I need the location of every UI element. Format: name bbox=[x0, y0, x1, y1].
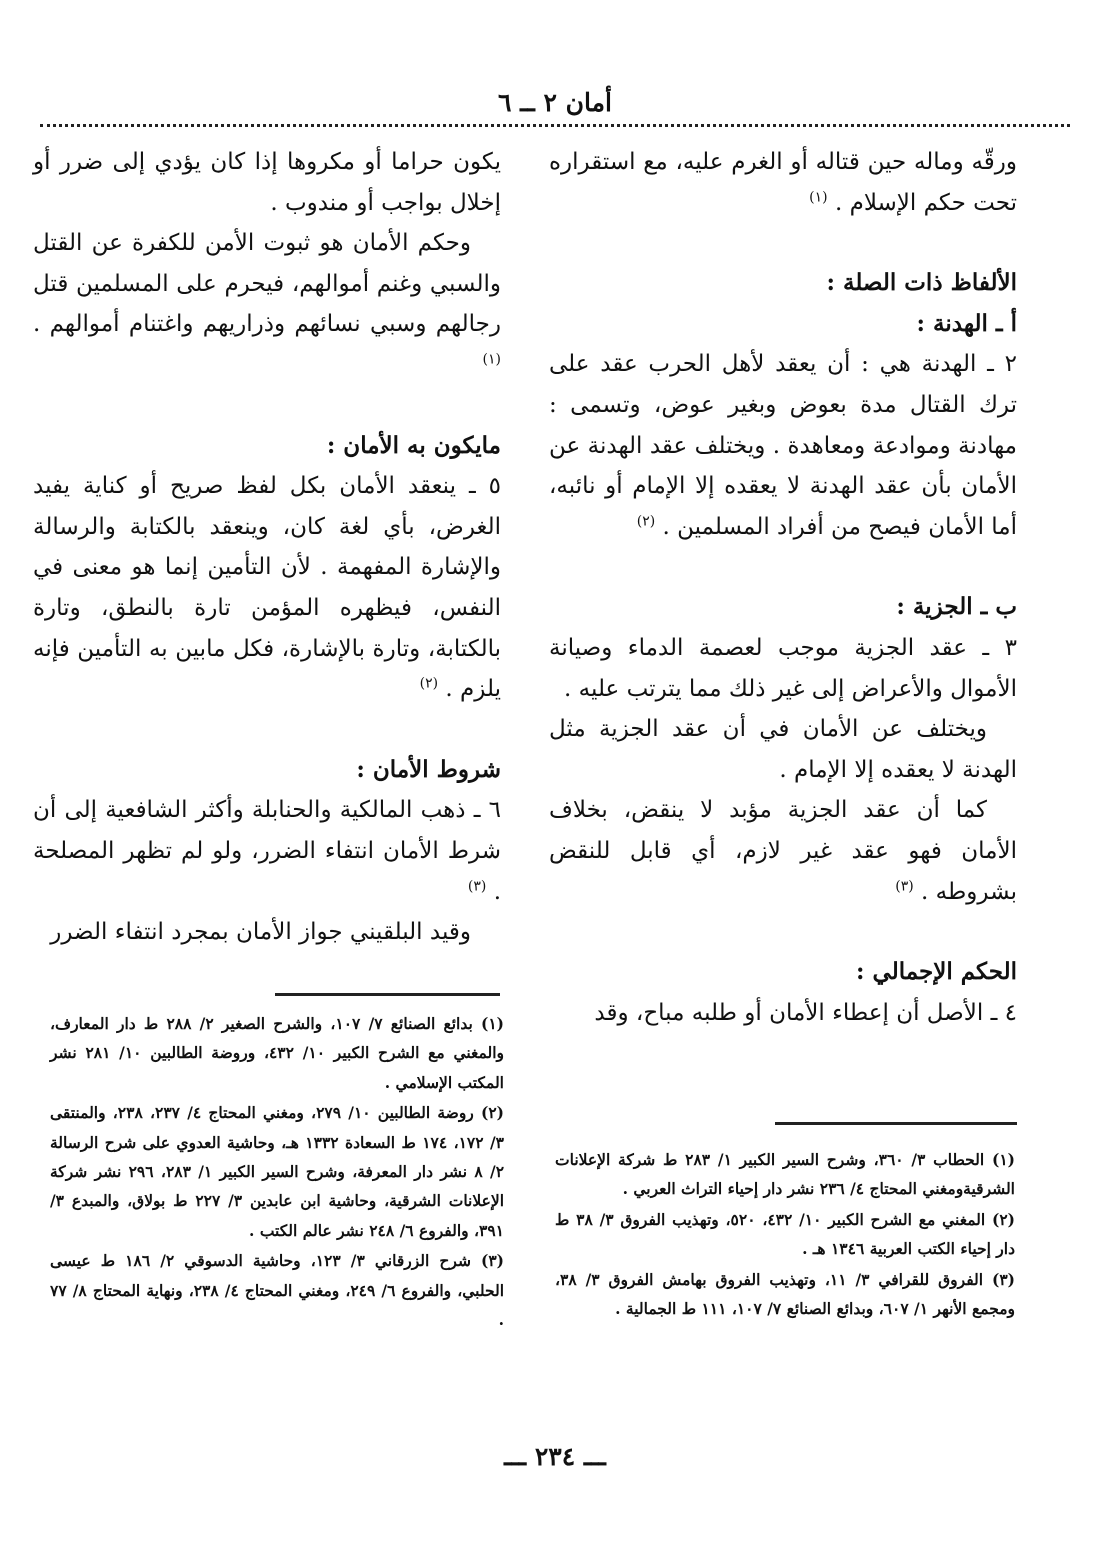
spacer bbox=[33, 710, 501, 750]
paragraph-4b-text: وحكم الأمان هو ثبوت الأمن للكفرة عن القتل والسبي وغنم أموالهم، فيحرم على المسلمين قتل رجالهم وسبي نسائهم وذراريهم واغتنام أموالهم . bbox=[33, 230, 501, 338]
paragraph-3b: ويختلف عن الأمان في أن عقد الجزية مثل الهدنة لا يعقده إلا الإمام . bbox=[549, 716, 1017, 783]
running-header: أمان ٢ ــ ٦ bbox=[498, 88, 612, 117]
subheading-jizya: ب ـ الجزية : bbox=[896, 593, 1017, 621]
footnote: (١) الحطاب ٣/ ٣٦٠، وشرح السير الكبير ١/ ٢٨٣ ط شركة الإعلانات الشرقيةومغني المحتاج ٤/ ٢٣٦ نشر دار إحياء التراث العربي . bbox=[555, 1150, 1015, 1199]
footnotes-right bbox=[555, 1145, 1015, 1324]
footnote-ref: (١) bbox=[809, 188, 828, 205]
subheading-hudna: أ ـ الهدنة : bbox=[916, 309, 1017, 337]
spacer bbox=[33, 386, 501, 426]
paragraph-3c-text: كما أن عقد الجزية مؤبد لا ينقض، بخلاف الأمان فهو عقد غير لازم، أي قابل للنقض بشروطه . bbox=[549, 797, 1017, 905]
footnotes-left bbox=[50, 1009, 504, 1335]
section-heading-conditions: شروط الأمان : bbox=[356, 755, 501, 783]
footnote: (١) بدائع الصنائع ٧/ ١٠٧، والشرح الصغير ٢/ ٢٨٨ ط دار المعارف، والمغني مع الشرح الكبير ١٠/ ٤٣٢، وروضة الطالبين ١٠/ ٢٨١ نشر المكتب الإسلامي . bbox=[50, 1014, 505, 1092]
footnote: (٣) الفروق للقرافي ٣/ ١١، وتهذيب الفروق بهامش الفروق ٣/ ٣٨، ومجمع الأنهر ١/ ٦٠٧، وبدائع الصنائع ٧/ ١٠٧، ١١١ ط الجمالية . bbox=[555, 1269, 1015, 1319]
paragraph-3c bbox=[549, 790, 1017, 912]
footnote-ref: (٣) bbox=[467, 877, 487, 894]
paragraph-5-text: ٥ ـ ينعقد الأمان بكل لفظ صريح أو كناية يفيد الغرض، بأي لغة كان، وينعقد بالكتابة والرسالة والإشارة المفهمة . لأن التأمين إنما هو معنى في النفس، فيظهره المؤمن تارة بالنطق، وتارة بالكتابة، وتارة بالإشارة، فكل مابين به التأمين فإنه يلزم . bbox=[33, 473, 501, 703]
paragraph-4b bbox=[33, 223, 501, 385]
paragraph-6b: وقيد البلقيني جواز الأمان بمجرد انتفاء الضرر bbox=[50, 919, 471, 946]
header-divider bbox=[40, 124, 1070, 127]
page-number: ـــ ٢٣٤ ـــ bbox=[504, 1442, 606, 1471]
footnote: (٢) روضة الطالبين ١٠/ ٢٧٩، ومغني المحتاج ٤/ ٢٣٧، ٢٣٨، والمنتقى ٣/ ١٧٢، ١٧٤ ط السعادة ١٣٣٢ هـ، وحاشية العدوي على شرح الرسالة ٢/ ٨ نشر دار المعرفة، وشرح السير الكبير ١/ ٢٨٣، ٢٩٦ نشر شركة الإعلانات الشرقية، وحاشية ابن عابدين ٣/ ٢٢٧ ط بولاق، والمبدع ٣/ ٣٩١، والفروع ٦/ ٢٤٨ نشر عالم الكتب . bbox=[50, 1103, 505, 1240]
paragraph-2 bbox=[549, 344, 1017, 547]
paragraph-4-continued: يكون حراما أو مكروها إذا كان يؤدي إلى ضرر أو إخلال بواجب أو مندوب . bbox=[33, 149, 501, 216]
paragraph-4: ٤ ـ الأصل أن إعطاء الأمان أو طلبه مباح، وقد bbox=[594, 999, 1017, 1026]
paragraph-5 bbox=[33, 466, 501, 710]
left-column bbox=[33, 142, 501, 953]
footnote-divider-left bbox=[275, 993, 500, 996]
footnote: (٣) شرح الزرقاني ٣/ ١٢٣، وحاشية الدسوقي ٢/ ١٨٦ ط عيسى الحلبي، والفروع ٦/ ٢٤٩، ومغني المحتاج ٤/ ٢٣٨، ونهاية المحتاج ٨/ ٧٧ . bbox=[50, 1251, 505, 1330]
section-heading-ruling: الحكم الإجمالي : bbox=[856, 958, 1017, 986]
footnote: (٢) المغني مع الشرح الكبير ١٠/ ٤٣٢، ٥٢٠، وتهذيب الفروق ٣/ ٣٨ ط دار إحياء الكتب العربية ١٣٤٦ هـ . bbox=[555, 1209, 1015, 1259]
footnote-ref: (١) bbox=[482, 351, 501, 368]
spacer bbox=[549, 912, 1017, 952]
paragraph-2-text: ٢ ـ الهدنة هي : أن يعقد لأهل الحرب عقد على ترك القتال مدة بعوض وبغير عوض، وتسمى : مهادنة وموادعة ومعاهدة . ويختلف عقد الهدنة عن الأمان بأن عقد الهدنة لا يعقده إلا الإمام أو نائبه، أما الأمان فيصح من أفراد المسلمين . bbox=[549, 351, 1017, 540]
footnote-ref: (٢) bbox=[419, 675, 439, 692]
footnote-ref: (٢) bbox=[636, 513, 656, 530]
spacer bbox=[549, 547, 1017, 587]
section-heading-means: مايكون به الأمان : bbox=[326, 431, 501, 459]
footnote-ref: (٣) bbox=[895, 877, 914, 894]
intro-text: ورقّه وماله حين قتاله أو الغرم عليه، مع استقراره تحت حكم الإسلام . bbox=[549, 149, 1017, 216]
footnote-divider-right bbox=[775, 1122, 1017, 1125]
paragraph-6-text: ٦ ـ ذهب المالكية والحنابلة وأكثر الشافعية إلى أن شرط الأمان انتفاء الضرر، ولو لم تظهر المصلحة . bbox=[33, 797, 501, 905]
section-heading-related: الألفاظ ذات الصلة : bbox=[826, 269, 1017, 297]
paragraph-3: ٣ ـ عقد الجزية موجب لعصمة الدماء وصيانة الأموال والأعراض إلى غير ذلك مما يترتب عليه . bbox=[549, 634, 1017, 702]
spacer bbox=[549, 223, 1017, 263]
intro-paragraph bbox=[549, 142, 1017, 223]
right-column bbox=[549, 142, 1017, 1033]
paragraph-6 bbox=[33, 790, 501, 912]
